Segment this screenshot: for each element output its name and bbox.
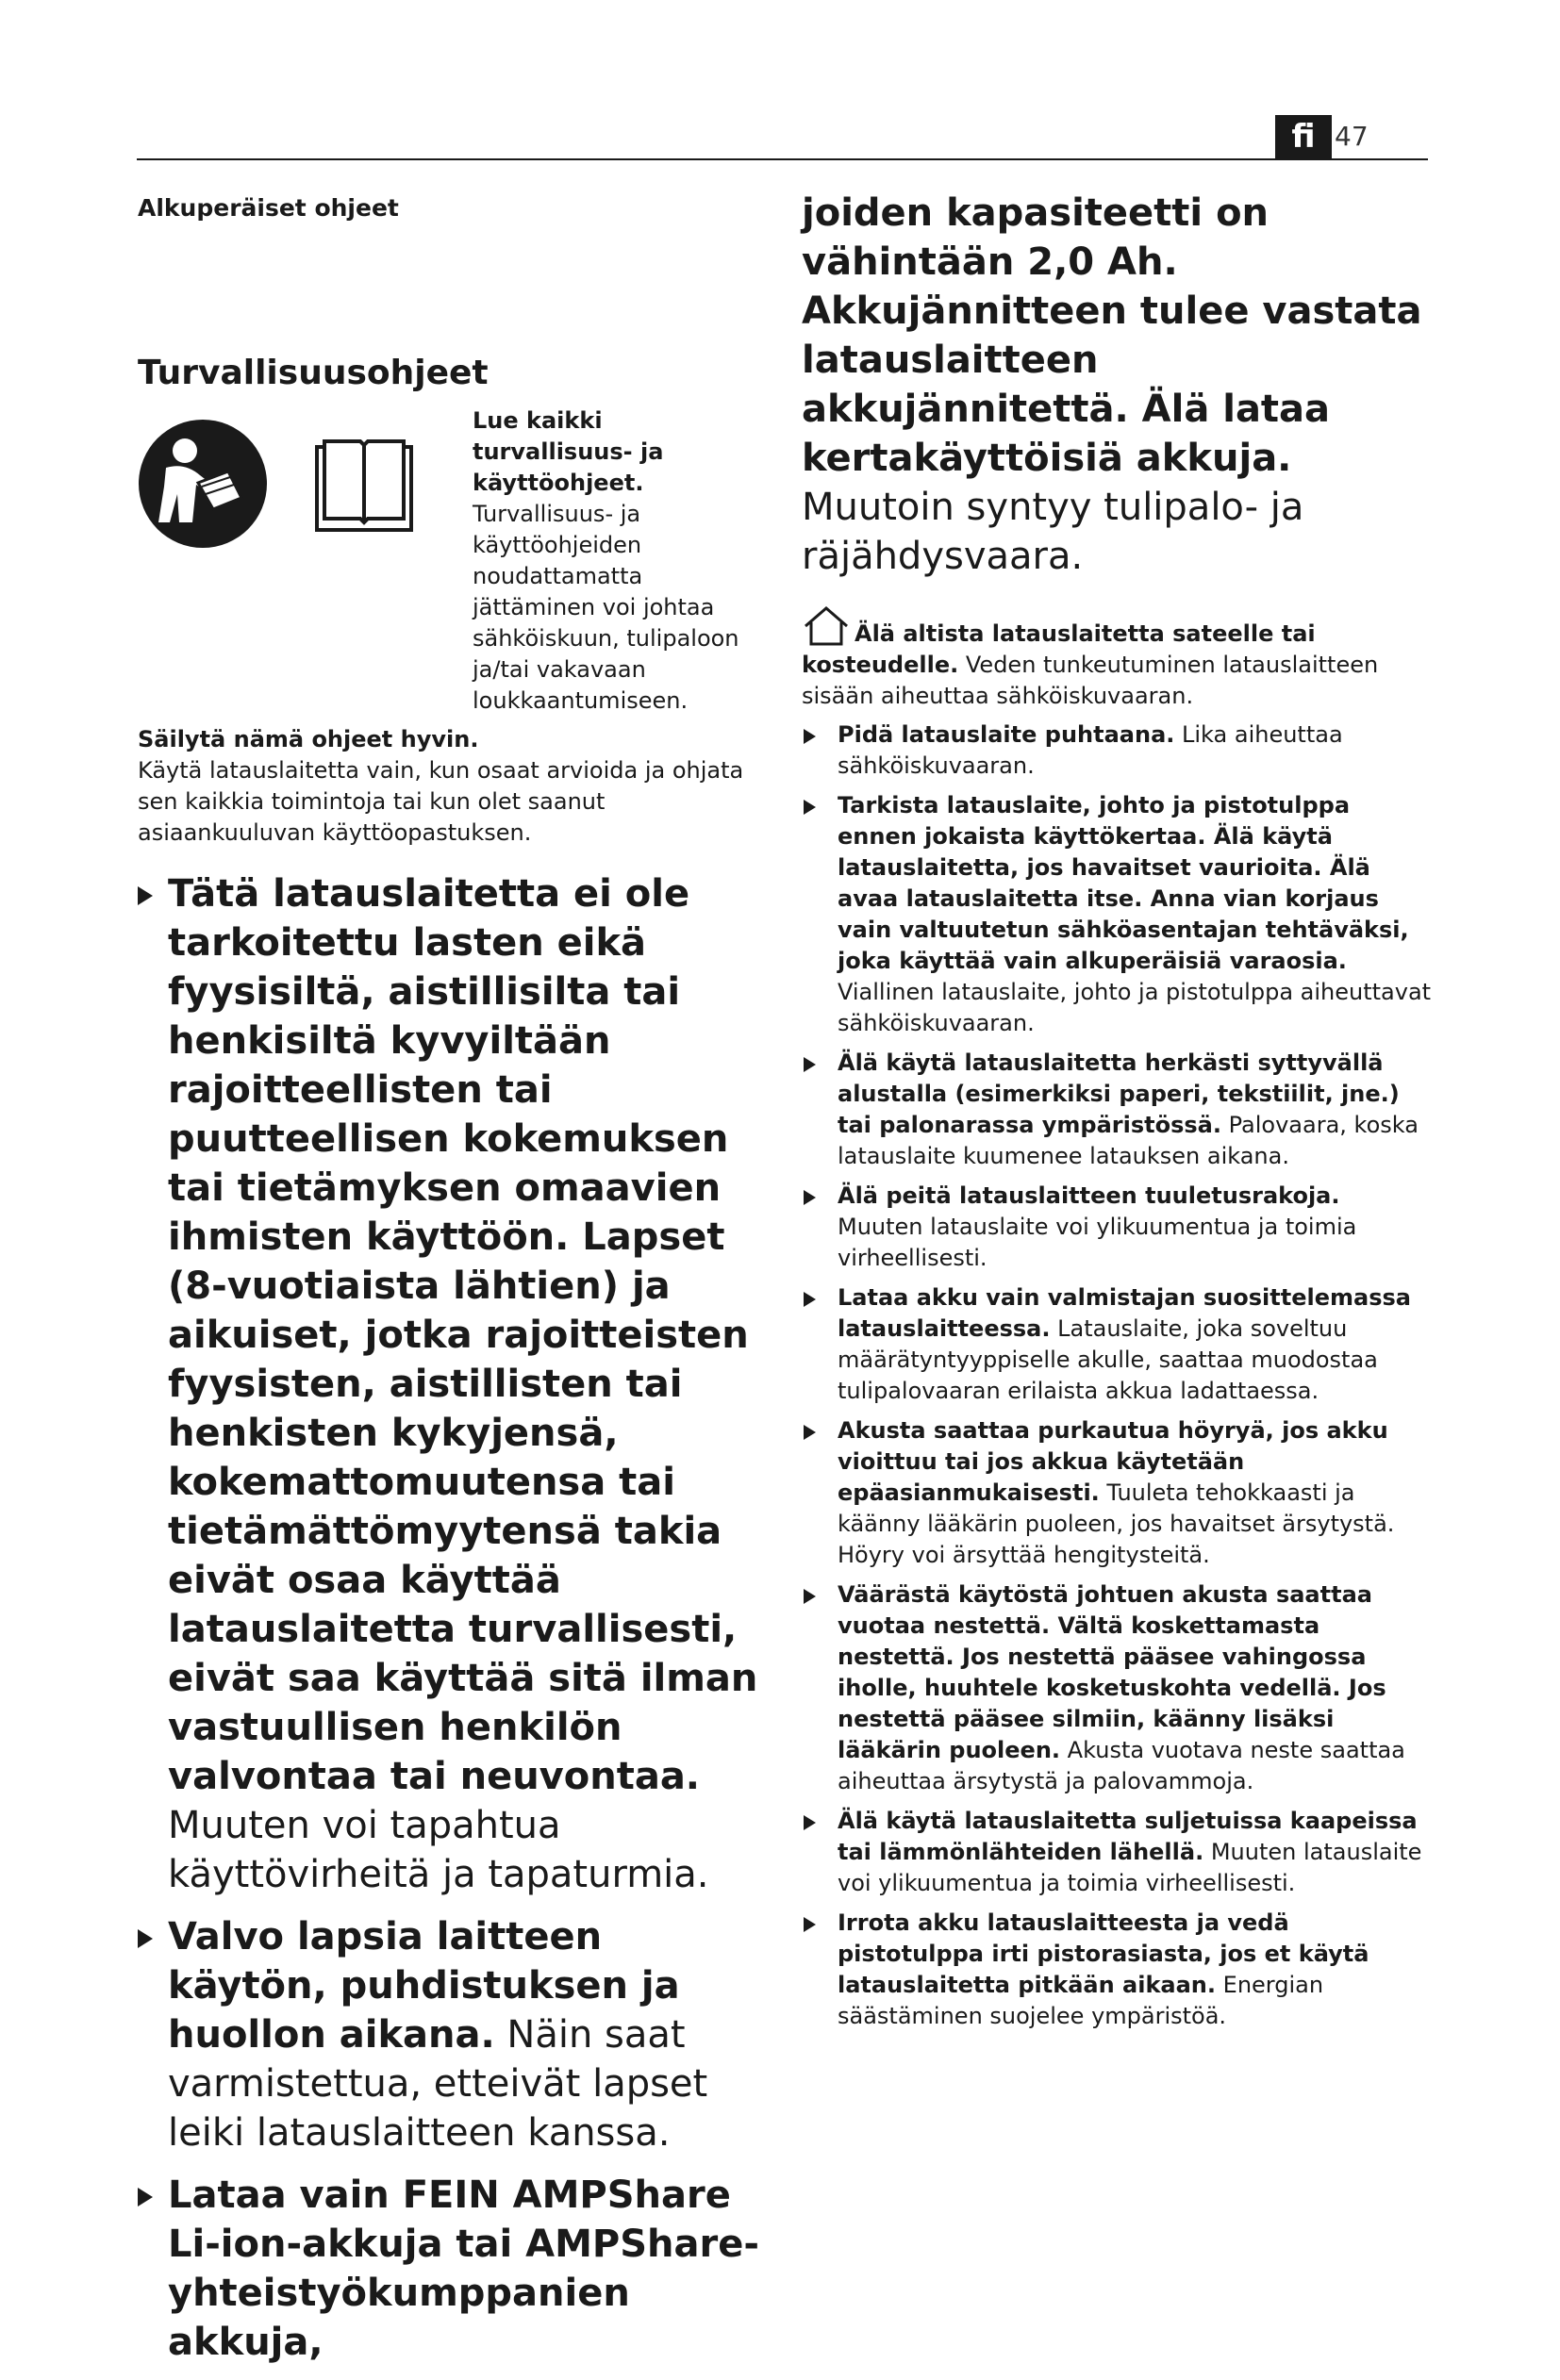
item-bold: Pidä latauslaite puhtaana. (838, 721, 1175, 748)
list-item (138, 869, 768, 1899)
intro-bold: Lue kaikki turvallisuus- ja käyttöohjeet. (473, 407, 664, 496)
item-bold: Tätä latauslaitetta ei ole tarkoitettu lasten eikä fyysisiltä, aistillisilta tai henkisiltä kyvyiltään rajoitteellisten tai puutteellisen kokemuksen tai tietämyksen omaavien ihmisten käyttöön. Lapset (8-vuotiaista lähtien) ja aikuiset, jotka rajoitteisten fyysisten, aistillisten tai henkisten kykyjensä, kokemattomuutensa tai tietämättömyytensä takia eivät osaa käyttää latauslaitetta turvallisesti, eivät saa käyttää sitä ilman vastuullisen henkilön valvontaa tai neuvontaa. (168, 872, 758, 1798)
bullet-triangle-icon (138, 886, 153, 905)
right-column (802, 189, 1432, 2041)
list-item (802, 790, 1432, 1039)
language-badge: fi (1275, 115, 1332, 158)
page-number: 47 (1335, 121, 1369, 152)
bullet-triangle-icon (804, 1425, 816, 1440)
list-item (802, 1908, 1432, 2032)
header-rule (137, 158, 1428, 160)
list-item (802, 1048, 1432, 1172)
bullet-triangle-icon (804, 1292, 816, 1307)
item-normal: Palovaara, koska latauslaite kuumenee latauksen aikana. (838, 1112, 1419, 1169)
item-normal: Energian säästäminen suojelee ympäristöä. (838, 1972, 1324, 2029)
item-bold: Valvo lapsia laitteen käytön, puhdistuksen ja huollon aikana. (168, 1915, 680, 2057)
bullet-triangle-icon (804, 1917, 816, 1932)
item-normal: Muuten voi tapahtua käyttövirheitä ja tapaturmia. (168, 1804, 709, 1896)
item-normal: Lika aiheuttaa sähköiskuvaaran. (838, 721, 1343, 779)
list-item (802, 1415, 1432, 1571)
continued-paragraph (802, 189, 1432, 581)
list-item (138, 1912, 768, 2157)
bullet-triangle-icon (804, 1190, 816, 1205)
rain-normal: Veden tunkeutuminen latauslaitteen sisään aiheuttaa sähköiskuvaaran. (802, 652, 1379, 709)
item-bold: Akusta saattaa purkautua höyryä, jos akku vioittuu tai jos akkua käytetään epäasianmukaisesti. (838, 1417, 1388, 1506)
warning-list (802, 719, 1432, 2032)
item-bold: Irrota akku latauslaitteesta ja vedä pistotulppa irti pistorasiasta, jos et käytä latauslaitetta pitkään aikaan. (838, 1909, 1369, 1998)
item-normal: Muuten latauslaite voi ylikuumentua ja toimia virheellisesti. (838, 1214, 1357, 1271)
item-bold: Älä peitä latauslaitteen tuuletusrakoja. (838, 1182, 1340, 1209)
left-column (138, 189, 768, 2380)
item-bold: Älä käytä latauslaitetta herkästi syttyvällä alustalla (esimerkiksi paperi, tekstiilit, jne.) tai palonarassa ympäristössä. (838, 1050, 1400, 1138)
rain-warning (802, 605, 1432, 712)
intro-normal: Turvallisuus- ja käyttöohjeiden noudattamatta jättäminen voi johtaa sähköiskuun, tulipaloon ja/tai vakavaan loukkaantumiseen. (473, 501, 739, 714)
intro-block (138, 405, 768, 717)
original-instructions-label: Alkuperäiset ohjeet (138, 194, 399, 222)
bullet-triangle-icon (804, 1057, 816, 1072)
intro-icons (138, 419, 440, 560)
bullet-triangle-icon (138, 1929, 153, 1948)
indoor-use-house-icon (802, 605, 851, 647)
item-normal: Latauslaite, joka soveltuu määrätyntyyppiselle akulle, saattaa muodostaa tulipalovaaran erilaista akkua ladattaessa. (838, 1315, 1378, 1404)
bullet-triangle-icon (804, 800, 816, 815)
list-item (802, 1282, 1432, 1407)
bullet-triangle-icon (804, 1815, 816, 1830)
rain-bold: Älä altista latauslaitetta sateelle tai kosteudelle. (802, 620, 1316, 678)
list-item (802, 1181, 1432, 1274)
read-manual-icon (138, 419, 268, 549)
item-bold: Tarkista latauslaite, johto ja pistotulppa ennen jokaista käyttökertaa. Älä käytä latauslaitetta, jos havaitset vaurioita. Älä avaa latauslaitetta itse. Anna vian korjaus vain valtuutetun sähköasentajan tehtäväksi, joka käyttää vain alkuperäisiä varaosia. (838, 792, 1409, 974)
item-normal: Näin saat varmistettua, etteivät lapset leiki latauslaitteen kanssa. (168, 2013, 708, 2155)
list-item (802, 1806, 1432, 1899)
book-icon (307, 428, 421, 541)
big-warning-list (138, 869, 768, 2367)
list-item (802, 1579, 1432, 1797)
item-normal: Tuuleta tehokkaasti ja käänny lääkärin puoleen, jos havaitset ärsytystä. Höyry voi ärsyttää hengitysteitä. (838, 1479, 1395, 1568)
continued-normal: Muutoin syntyy tulipalo- ja räjähdysvaara. (802, 486, 1304, 578)
use-instructions: Käytä latauslaitetta vain, kun osaat arvioida ja ohjata sen kaikkia toimintoja tai kun olet saanut asiaankuuluvan käyttöopastuksen. (138, 757, 744, 846)
item-bold: Lataa vain FEIN AMPShare Li-ion-akkuja tai AMPShare-yhteistyökumppanien akkuja, (168, 2173, 759, 2364)
item-normal: Muuten latauslaite voi ylikuumentua ja toimia virheellisesti. (838, 1839, 1422, 1896)
item-normal: Viallinen latauslaite, johto ja pistotulppa aiheuttavat sähköiskuvaaran. (838, 979, 1432, 1036)
bullet-triangle-icon (804, 729, 816, 744)
section-title: Turvallisuusohjeet (138, 354, 489, 392)
list-item (138, 2171, 768, 2367)
list-item (802, 719, 1432, 782)
item-bold: Älä käytä latauslaitetta suljetuissa kaapeissa tai lämmönlähteiden lähellä. (838, 1808, 1418, 1865)
item-bold: Väärästä käytöstä johtuen akusta saattaa vuotaa nestettä. Vältä koskettamasta nestettä. Jos nestettä pääsee vahingossa iholle, huuhtele kosketuskohta vedellä. Jos nestettä pääsee silmiin, käänny lisäksi lääkärin puoleen. (838, 1581, 1386, 1763)
continued-bold: joiden kapasiteetti on vähintään 2,0 Ah. Akkujännitteen tulee vastata latauslaitteen akkujännitettä. Älä lataa kertakäyttöisiä akkuja. (802, 191, 1422, 480)
item-normal: Akusta vuotava neste saattaa aiheuttaa ärsytystä ja palovammoja. (838, 1737, 1405, 1794)
item-bold: Lataa akku vain valmistajan suosittelemassa latauslaitteessa. (838, 1284, 1411, 1342)
keep-instructions: Säilytä nämä ohjeet hyvin. (138, 726, 479, 752)
bullet-triangle-icon (138, 2188, 153, 2206)
bullet-triangle-icon (804, 1589, 816, 1604)
